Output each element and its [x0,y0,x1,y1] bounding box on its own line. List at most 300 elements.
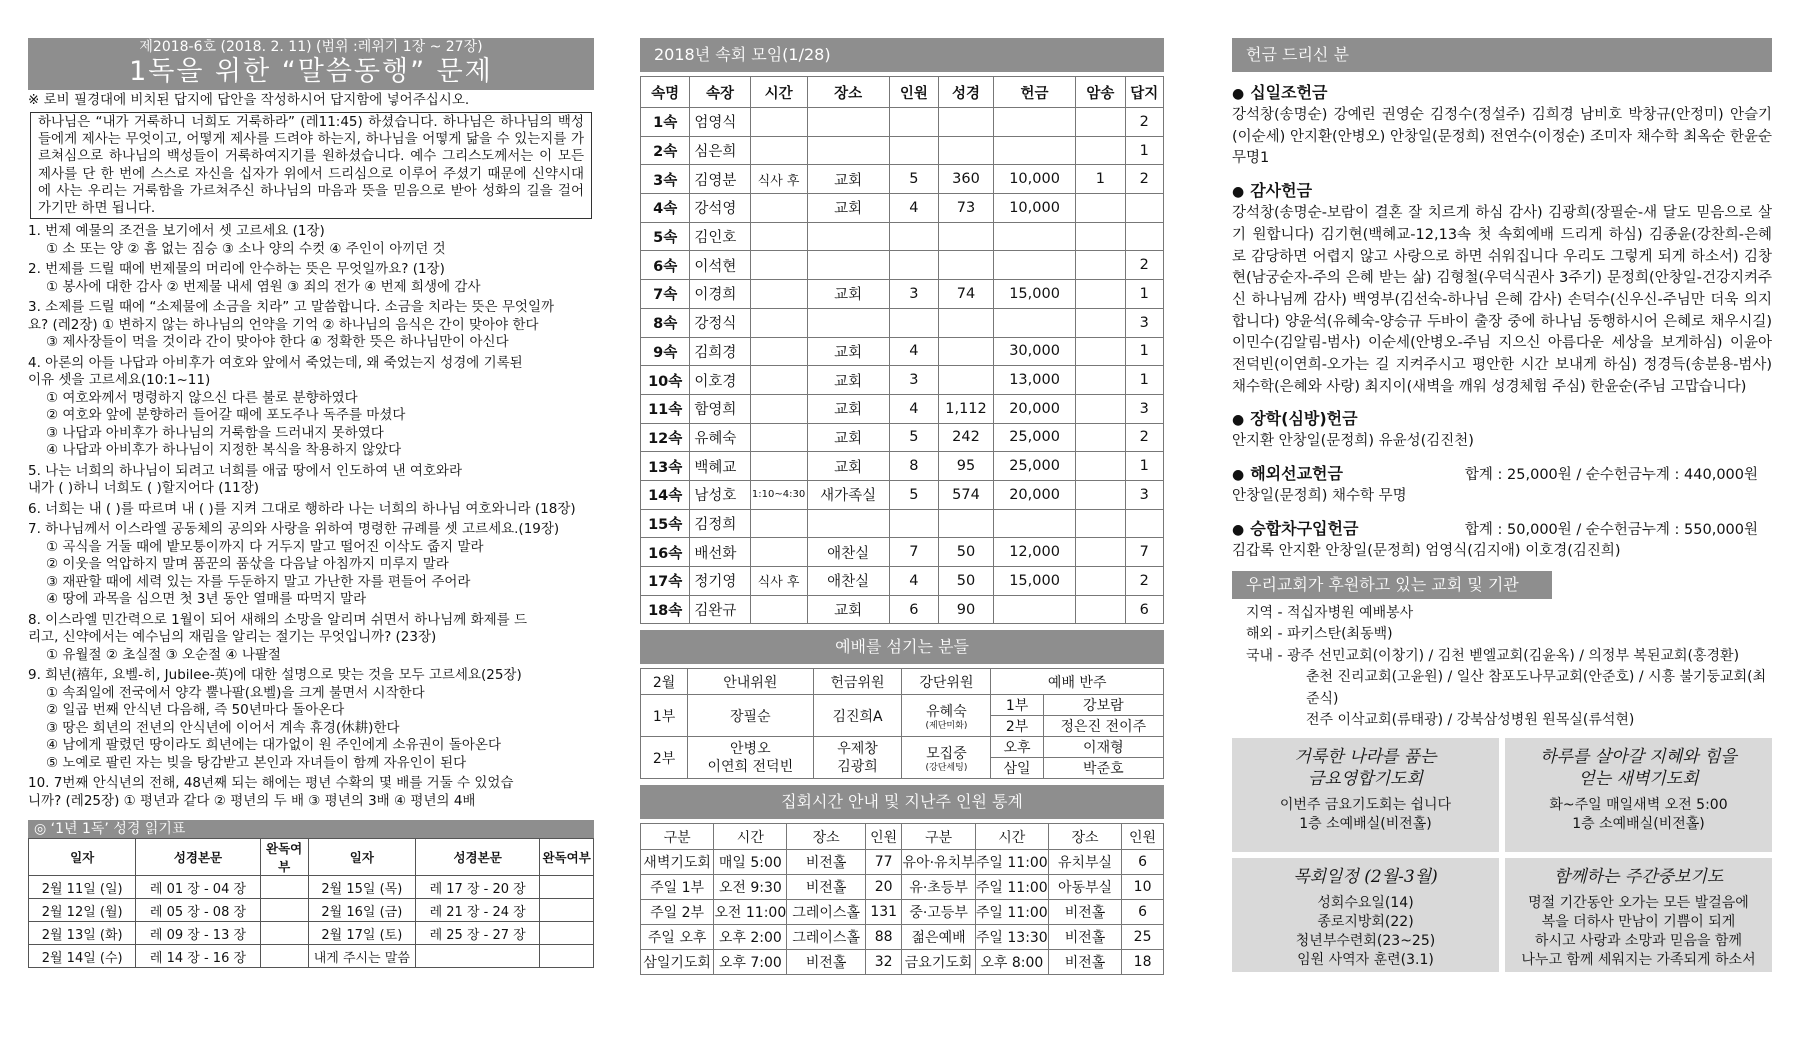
sokhoe-cell: 11속 [641,394,690,423]
completion-box[interactable] [540,899,594,922]
sokhoe-cell: 360 [939,165,994,194]
sokhoe-cell: 4 [889,194,938,223]
accomp-label: 1부 [991,695,1043,716]
support-line: 해외 - 파키스탄(최동백) [1246,626,1393,643]
attendance-cell: 유·초등부 [902,875,975,900]
altar-name: 유혜숙 [926,703,967,720]
sokhoe-cell: 13속 [641,452,690,481]
support-list [1232,603,1772,732]
offering-section-header [1232,463,1772,486]
quiz-note: ※ 로비 필경대에 비치된 답지에 답안을 작성하시어 답지함에 넣어주십시오. [28,92,470,108]
sokhoe-cell [1125,194,1163,223]
attendance-cell: 131 [865,900,902,925]
question-item [28,521,594,609]
sokhoe-cell: 교회 [807,194,889,223]
offering-section-title: 장학(심방)헌금 [1250,409,1358,429]
small-group-column [640,38,1164,975]
attendance-row [641,900,1164,925]
offering-section-title-wrap [1232,408,1358,431]
sokhoe-cell [1076,394,1125,423]
attendance-cell: 32 [865,950,902,975]
sokhoe-cell [750,194,807,223]
completion-box[interactable] [260,899,308,922]
sokhoe-row [641,136,1164,165]
reading-header: 성경본문 [416,839,540,876]
accomp-label: 2부 [991,716,1043,737]
completion-box[interactable] [260,876,308,899]
sokhoe-cell: 10속 [641,366,690,395]
sokhoe-header: 속장 [690,77,750,108]
sokhoe-cell [993,509,1075,538]
sokhoe-cell: 1 [1125,280,1163,309]
completion-box[interactable] [540,922,594,945]
quiz-title: 1독을 위한 “말씀동행” 문제 [28,56,594,90]
sokhoe-cell [939,509,994,538]
question-option: ① 봉사에 대한 감사 ② 번제물 내세 염원 ③ 죄의 전가 ④ 번제 희생에 감사 [46,278,481,295]
offering-section-title: 십일조헌금 [1250,83,1328,102]
sokhoe-title: 2018년 속회 모임(1/28) [640,38,1164,72]
attendance-cell: 금요기도회 [902,950,975,975]
sokhoe-row [641,423,1164,452]
question-text: 1. 번제 예물의 조건을 보기에서 셋 고르세요 (1장) [28,223,325,240]
sokhoe-cell: 엄영식 [690,108,750,137]
notice-card-body: 명절 기간동안 오가는 모든 발걸음에 복을 더하사 만남이 기쁨이 되게 하시고 사랑과 소망과 믿음을 함께 나누고 함께 세워지는 가족되게 하소서 [1521,894,1756,968]
offering-names: 강석창(송명순) 강예린 권영순 김정수(정설주) 김희경 남비호 박창규(안정미) 안슬기(이순세) 안지환(안병오) 안창일(문정희) 전연수(이정순) 조미자 채수학 최옥순 한윤순 무명1 [1232,107,1772,167]
bullet-icon: ● [1232,184,1245,201]
sokhoe-cell: 김완규 [690,595,750,624]
sokhoe-header: 장소 [807,77,889,108]
sokhoe-cell: 7 [889,538,938,567]
guide-name: 안병오 이연희 전덕빈 [688,737,814,779]
sokhoe-cell: 1속 [641,108,690,137]
question-option: ① 여호와께서 명령하지 않으신 다른 불로 분향하였다 [46,389,358,406]
support-line: 국내 - 광주 선민교회(이창기) / 김천 벧엘교회(김윤옥) / 의정부 복된교회(홍경환) [1246,647,1740,664]
question-item [28,223,594,258]
sokhoe-cell: 8속 [641,308,690,337]
sokhoe-cell: 교회 [807,452,889,481]
completion-box[interactable] [260,945,308,968]
sokhoe-cell: 15,000 [993,567,1075,596]
bullet-icon: ● [1232,467,1245,484]
sokhoe-cell: 13,000 [993,366,1075,395]
question-text: 8. 이스라엘 민간력으로 1월이 되어 새해의 소망을 알리며 쉬면서 하나님께 화제를 드 [28,611,528,628]
attendance-cell: 주일 오후 [641,925,714,950]
question-text: 6. 너희는 내 ( )를 따르며 내 ( )를 지켜 그대로 행하라 나는 너희의 하나님 여호와니라 (18장) [28,500,576,517]
sokhoe-cell [1076,538,1125,567]
sokhoe-cell: 1 [1125,366,1163,395]
sokhoe-cell: 5 [889,480,938,509]
attendance-cell: 20 [865,875,902,900]
sokhoe-cell: 15,000 [993,280,1075,309]
support-line: 춘천 진리교회(고윤원) / 일산 참포도나무교회(안준호) / 시흥 불기둥교회(최준식) [1306,669,1767,707]
sokhoe-cell: 4 [889,337,938,366]
reading-cell: 2월 14일 (수) [29,945,136,968]
sokhoe-cell [939,108,994,137]
attendance-cell: 18 [1122,950,1164,975]
sokhoe-cell: 7속 [641,280,690,309]
attendance-cell: 비전홀 [1048,900,1121,925]
sokhoe-row [641,194,1164,223]
sokhoe-cell [993,136,1075,165]
question-option: ① 속죄일에 전국에서 양각 뿔나팔(요벨)을 크게 불면서 시작한다 [46,684,425,701]
sokhoe-cell: 1 [1125,452,1163,481]
sokhoe-header: 답지 [1125,77,1163,108]
sokhoe-header: 시간 [750,77,807,108]
offering-section-header [1232,518,1772,541]
worship-header: 강단위원 [902,669,991,695]
sokhoe-cell: 남성호 [690,480,750,509]
sokhoe-cell [939,251,994,280]
offering-section-title: 감사헌금 [1250,181,1313,201]
sokhoe-cell [1076,366,1125,395]
notice-cards [1232,738,1772,972]
sokhoe-cell: 2 [1125,108,1163,137]
sokhoe-header: 속명 [641,77,690,108]
sokhoe-cell: 1 [1076,165,1125,194]
sokhoe-cell [750,366,807,395]
support-line: 지역 - 적십자병원 예배봉사 [1246,604,1414,621]
sokhoe-cell: 김인호 [690,222,750,251]
reading-cell: 2월 16일 (금) [308,899,415,922]
bullet-icon: ● [1232,521,1245,538]
sokhoe-cell [939,366,994,395]
sokhoe-cell: 3 [889,366,938,395]
attendance-header: 구분 [641,824,714,850]
question-option: ② 여호와 앞에 분향하러 들어갈 때에 포도주나 독주를 마셨다 [46,407,406,424]
sokhoe-cell: 18속 [641,595,690,624]
sokhoe-header: 헌금 [993,77,1075,108]
service-label: 1부 [641,695,688,737]
question-option: ④ 나답과 아비후가 하나님이 지정한 복식을 착용하지 않았다 [46,442,402,459]
intro-box: 하나님은 “내가 거룩하니 너희도 거룩하라” (레11:45) 하셨습니다. 하나님은 하나님의 백성들에게 제사는 무엇이고, 어떻게 제사를 드려야 하는지, 하나님을 어떻게 닮을 수 있는지를 가르쳐심으로 하나님의 백성들이 거룩하여지기를 원하셨습니다. 예수 그리스도께서는 이 모든 제사를 단 한 번에 스스로 자신을 십자가 위에서 드리심으로 이루어 주셨기 때문에 신약시대에 사는 우리는 거룩함을 가르쳐주신 하나님의 마음과 뜻을 믿음으로 받아 성화의 길을 걸어 가기만 하면 됩니다. [30,112,592,219]
sokhoe-cell [750,595,807,624]
reading-cell: 2월 13일 (화) [29,922,136,945]
sokhoe-cell [889,308,938,337]
reading-cell: 레 14 장 - 16 장 [136,945,260,968]
question-item [28,667,594,772]
sokhoe-cell [1076,452,1125,481]
question-item [28,261,594,296]
sokhoe-cell: 15속 [641,509,690,538]
sokhoe-cell: 새가족실 [807,480,889,509]
sokhoe-cell: 2 [1125,567,1163,596]
reading-cell: 레 09 장 - 13 장 [136,922,260,945]
offering-section-title: 해외선교헌금 [1250,464,1343,484]
sokhoe-cell: 17속 [641,567,690,596]
sokhoe-cell: 2속 [641,136,690,165]
sokhoe-cell: 90 [939,595,994,624]
offering-sections [1232,82,1772,563]
sokhoe-row [641,251,1164,280]
offering-names: 김갑록 안지환 안창일(문정희) 엄영식(김지애) 이호경(김진희) [1232,542,1621,559]
sokhoe-cell [750,251,807,280]
worship-header: 헌금위원 [813,669,902,695]
sokhoe-cell: 25,000 [993,452,1075,481]
sokhoe-cell [750,136,807,165]
attendance-cell: 비전홀 [787,875,865,900]
offering-names: 안지환 안창일(문정희) 유윤성(김진천) [1232,433,1474,450]
notice-card [1232,738,1499,852]
sokhoe-row [641,280,1164,309]
sokhoe-cell [807,222,889,251]
sokhoe-cell: 교회 [807,595,889,624]
sokhoe-cell [1076,194,1125,223]
completion-box[interactable] [540,945,594,968]
sokhoe-cell [807,308,889,337]
sokhoe-cell: 3속 [641,165,690,194]
sokhoe-row [641,222,1164,251]
question-text: 4. 아론의 아들 나답과 아비후가 여호와 앞에서 죽었는데, 왜 죽었는지 성경에 기록된 [28,354,523,371]
sokhoe-cell: 12,000 [993,538,1075,567]
offering-sum: 합계 : 50,000원 / 순수헌금누계 : 550,000원 [1464,521,1758,538]
sokhoe-cell: 95 [939,452,994,481]
sokhoe-cell [750,337,807,366]
sokhoe-cell [1076,509,1125,538]
offering-names: 안창일(문정희) 채수학 무명 [1232,488,1407,505]
reading-row [29,922,594,945]
question-text: 요? (레2장) ① 변하지 않는 하나님의 언약을 기억 ② 하나님의 음식은 간이 맞아야 한다 [28,316,539,333]
sokhoe-cell: 교회 [807,337,889,366]
sokhoe-row [641,108,1164,137]
sokhoe-cell: 강정식 [690,308,750,337]
question-option: ② 일곱 번째 안식년 다음해, 즉 50년마다 돌아온다 [46,702,345,719]
question-text: 리고, 신약에서는 예수님의 재림을 알리는 절기는 무엇입니까? (23장) [28,629,437,646]
attendance-cell: 오후 2:00 [714,925,787,950]
attendance-cell: 주일 2부 [641,900,714,925]
question-item [28,775,594,810]
question-option: ③ 땅은 희년의 전년의 안식년에 이어서 계속 휴경(休耕)한다 [46,719,400,736]
sokhoe-cell: 14속 [641,480,690,509]
attendance-cell: 오후 7:00 [714,950,787,975]
question-item [28,299,594,352]
notice-card-title: 함께하는 주간중보기도 [1553,866,1724,887]
attendance-cell: 10 [1122,875,1164,900]
sokhoe-cell [993,595,1075,624]
attendance-cell: 삼일기도회 [641,950,714,975]
sokhoe-cell: 김희경 [690,337,750,366]
sokhoe-cell [1076,280,1125,309]
offering-name: 김진희A [813,695,902,737]
reading-title: ◎ ‘1년 1독’ 성경 읽기표 [28,820,594,838]
sokhoe-cell [750,108,807,137]
attendance-row [641,950,1164,975]
sokhoe-cell [1076,251,1125,280]
completion-box[interactable] [540,876,594,899]
sokhoe-row [641,567,1164,596]
sokhoe-cell [939,136,994,165]
sokhoe-cell [1076,480,1125,509]
attendance-cell: 비전홀 [1048,925,1121,950]
sokhoe-cell [993,222,1075,251]
sokhoe-cell: 이호경 [690,366,750,395]
reading-cell: 레 21 장 - 24 장 [416,899,540,922]
sokhoe-cell [1076,595,1125,624]
question-text: 니까? (레25장) ① 평년과 같다 ② 평년의 두 배 ③ 평년의 3배 ④ 평년의 4배 [28,792,476,809]
sokhoe-cell: 교회 [807,280,889,309]
sokhoe-cell [939,308,994,337]
sokhoe-row [641,452,1164,481]
sokhoe-row [641,538,1164,567]
altar-role: (강단세팅) [925,762,968,773]
sokhoe-cell: 10,000 [993,194,1075,223]
question-option: ④ 땅에 과목을 심으면 첫 3년 동안 열매를 따먹지 말라 [46,591,367,608]
attendance-title: 집회시간 안내 및 지난주 인원 통계 [640,785,1164,819]
question-option: ① 유월절 ② 초실절 ③ 오순절 ④ 나팔절 [46,646,281,663]
attendance-table [640,823,1164,975]
question-option: ③ 제사장들이 먹을 것이라 간이 맞아야 한다 ④ 정확한 뜻은 하나님만이 아신다 [46,334,509,351]
offering-section [1232,82,1772,170]
sokhoe-cell [993,108,1075,137]
sokhoe-cell: 4 [889,567,938,596]
sokhoe-cell [1076,337,1125,366]
sokhoe-cell: 3 [1125,308,1163,337]
sokhoe-cell: 20,000 [993,480,1075,509]
offering-section-title-wrap [1232,463,1343,486]
sokhoe-cell [1076,108,1125,137]
sokhoe-cell: 5속 [641,222,690,251]
sokhoe-table [640,76,1164,624]
notice-card-body: 화~주일 매일새벽 오전 5:00 1층 소예배실(비전홀) [1549,796,1728,832]
attendance-header: 인원 [865,824,902,850]
worship-header: 안내위원 [688,669,814,695]
attendance-cell: 6 [1122,850,1164,875]
sokhoe-cell: 교회 [807,366,889,395]
sokhoe-row [641,394,1164,423]
sokhoe-cell [1125,222,1163,251]
sokhoe-cell [993,251,1075,280]
sokhoe-cell: 50 [939,538,994,567]
sokhoe-cell: 교회 [807,423,889,452]
accomp-label: 삼일 [991,758,1043,779]
sokhoe-cell: 3 [1125,480,1163,509]
attendance-cell: 유치부실 [1048,850,1121,875]
notice-card-title: 하루를 살아갈 지혜와 힘을 얻는 새벽기도회 [1540,746,1737,789]
question-option: ① 곡식을 거둘 때에 밭모퉁이까지 다 거두지 말고 떨어진 이삭도 줍지 말라 [46,538,484,555]
sokhoe-row [641,308,1164,337]
attendance-cell: 새벽기도회 [641,850,714,875]
attendance-header: 시간 [975,824,1048,850]
question-text: 2. 번제를 드릴 때에 번제물의 머리에 안수하는 뜻은 무엇일까요? (1장) [28,261,445,278]
attendance-row [641,925,1164,950]
sokhoe-cell: 배선화 [690,538,750,567]
notice-card [1232,858,1499,972]
reading-cell: 레 17 장 - 20 장 [416,876,540,899]
sokhoe-cell: 4속 [641,194,690,223]
accomp-name: 정은진 전이주 [1043,716,1163,737]
attendance-cell: 그레이스홀 [787,925,865,950]
question-option: ④ 남에게 팔렸던 땅이라도 희년에는 대가없이 원 주인에게 소유권이 돌아온다 [46,737,501,754]
sokhoe-header: 인원 [889,77,938,108]
attendance-cell: 매일 5:00 [714,850,787,875]
attendance-header: 인원 [1122,824,1164,850]
reading-header: 성경본문 [136,839,260,876]
attendance-cell: 77 [865,850,902,875]
offering-section [1232,180,1772,398]
attendance-cell: 유아·유치부 [902,850,975,875]
attendance-cell: 주일 1부 [641,875,714,900]
altar-cell [902,737,991,779]
sokhoe-row [641,595,1164,624]
reading-row [29,945,594,968]
service-label: 2부 [641,737,688,779]
sokhoe-row [641,337,1164,366]
sokhoe-cell [750,423,807,452]
question-option: ③ 재판할 때에 세력 있는 자를 두둔하지 말고 가난한 자를 편들어 주어라 [46,573,471,590]
sokhoe-cell: 12속 [641,423,690,452]
sokhoe-cell: 이석현 [690,251,750,280]
sokhoe-cell [1125,509,1163,538]
sokhoe-cell: 242 [939,423,994,452]
offering-section-title-wrap [1232,82,1328,105]
sokhoe-cell [750,222,807,251]
offering-section [1232,463,1772,508]
sokhoe-cell: 1 [1125,136,1163,165]
sokhoe-cell [807,136,889,165]
sokhoe-row [641,366,1164,395]
reading-table [28,838,594,968]
sokhoe-cell: 강석영 [690,194,750,223]
attendance-cell: 중·고등부 [902,900,975,925]
sokhoe-cell: 6 [1125,595,1163,624]
sokhoe-cell [750,538,807,567]
altar-name: 모집중 [926,745,967,762]
sokhoe-cell [807,509,889,538]
sokhoe-cell: 30,000 [993,337,1075,366]
offering-names: 강석창(송명순-보람이 결혼 잘 치르게 하심 감사) 김광희(장필순-새 달도 믿음으로 살기 원합니다) 김기현(백혜교-12,13속 첫 속회예배 드리게 하심) 김종윤(강찬희-은혜로 감당하면 어렵지 않고 사랑으로 하면 쉬워집니다 우리도 그렇게 되게 하소서) 김창현(남궁순자-주의 은혜 받는 삶) 김형철(우덕식권사 3주기) 문정희(안창일-건강지켜주신 하나님께 감사) 백영부(김선숙-하나님 은혜 감사) 손덕수(신우신-주님만 더욱 의지합니다) 양윤석(유혜숙-양승규 두바이 출장 중에 하나님 동행하시어 은혜로 채우시길) 이민수(김알림-범사) 이순세(안병오-주님 지으신 아름다운 세상을 보게하심) 이윤아 전덕빈(이연희-오가는 길 지켜주시고 평안한 시간 보내게 하심) 정경득(송분용-범사) 채수학(은혜와 사랑) 최지이(새벽을 깨워 성경체험 주심) 한윤순(주님 고맙습니다) [1232,205,1772,395]
sokhoe-cell: 6속 [641,251,690,280]
sokhoe-cell [889,222,938,251]
attendance-cell: 비전홀 [787,950,865,975]
bullet-icon: ● [1232,86,1245,102]
sokhoe-header: 암송 [1076,77,1125,108]
sokhoe-cell: 3 [889,280,938,309]
worship-header: 2월 [641,669,688,695]
sokhoe-cell: 2 [1125,165,1163,194]
sokhoe-cell [889,509,938,538]
accomp-label: 오후 [991,737,1043,758]
reading-cell: 레 01 장 - 04 장 [136,876,260,899]
reading-cell [416,945,540,968]
sokhoe-cell: 김영분 [690,165,750,194]
reading-cell: 내게 주시는 말씀 [308,945,415,968]
attendance-cell: 비전홀 [787,850,865,875]
sokhoe-cell: 백혜교 [690,452,750,481]
notice-card [1505,858,1772,972]
completion-box[interactable] [260,922,308,945]
reading-header: 완독여부 [260,839,308,876]
sokhoe-cell [807,251,889,280]
sokhoe-cell: 이경희 [690,280,750,309]
attendance-row [641,875,1164,900]
question-item [28,501,594,519]
sokhoe-cell [1076,136,1125,165]
attendance-cell: 오후 8:00 [975,950,1048,975]
sokhoe-row [641,480,1164,509]
reading-row [29,899,594,922]
worship-title: 예배를 섬기는 분들 [640,630,1164,664]
attendance-cell: 젊은예배 [902,925,975,950]
question-option: ② 이웃을 억압하지 말며 품꾼의 품삯을 다음날 아침까지 미루지 말라 [46,556,449,573]
sokhoe-cell [1076,308,1125,337]
attendance-cell: 주일 11:00 [975,875,1048,900]
sokhoe-cell: 50 [939,567,994,596]
attendance-cell: 주일 11:00 [975,850,1048,875]
question-option: ③ 나답과 아비후가 하나님의 거룩함을 드러내지 못하였다 [46,424,384,441]
notice-card-body: 성회수요일(14) 종로지방회(22) 청년부수련회(23~25) 임원 사역자 훈련(3.1) [1295,894,1436,968]
sokhoe-cell: 574 [939,480,994,509]
sokhoe-cell: 유혜숙 [690,423,750,452]
reading-cell: 2월 12일 (월) [29,899,136,922]
